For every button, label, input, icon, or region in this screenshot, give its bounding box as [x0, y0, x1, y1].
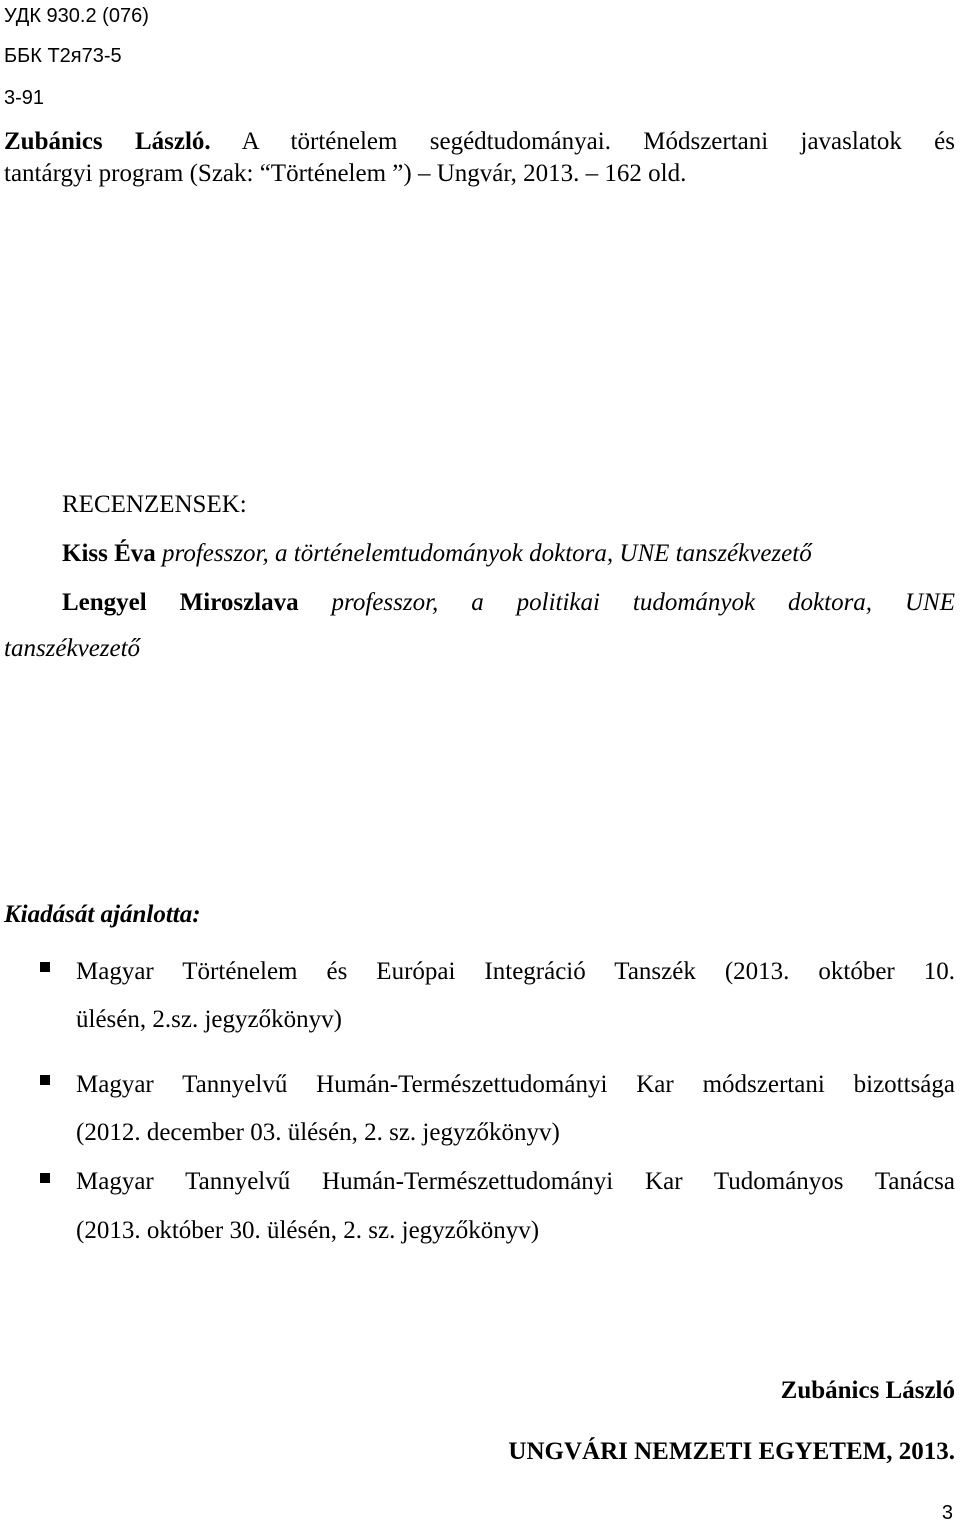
author-code: 3-91 — [4, 87, 45, 109]
footer-author: Zubánics László — [780, 1377, 955, 1404]
page-number: 3 — [941, 1502, 953, 1524]
citation-author: Zubánics László. — [4, 128, 211, 155]
recommended-heading: Kiadását ajánlotta: — [4, 901, 201, 928]
recommended-item-1-line-1: Magyar Történelem és Európai Integráció Tanszék (2013. október 10. — [76, 958, 955, 985]
recommended-item-3-line-1: Magyar Tannyelvű Humán-Természettudományi Kar Tudományos Tanácsa — [76, 1168, 955, 1195]
bullet-icon — [40, 962, 50, 972]
reviewer-2 — [62, 587, 955, 619]
citation-title: A történelem segédtudományai. Módszertani javaslatok és — [210, 128, 955, 155]
citation-line-1 — [4, 126, 955, 158]
reviewer-2-role: professzor, a politikai tudományok doktora, UNE — [298, 589, 955, 616]
recommended-item-1-line-2: ülésén, 2.sz. jegyzőkönyv) — [76, 1006, 342, 1033]
recommended-item-2-line-1: Magyar Tannyelvű Humán-Természettudományi Kar módszertani bizottsága — [76, 1071, 955, 1098]
citation-line-2: tantárgyi program (Szak: “Történelem ”) – Ungvár, 2013. – 162 old. — [4, 160, 687, 187]
recommended-item-2-line-2: (2012. december 03. ülésén, 2. sz. jegyzőkönyv) — [76, 1119, 560, 1146]
bullet-icon — [40, 1075, 50, 1085]
recommended-item-3-line-2: (2013. október 30. ülésén, 2. sz. jegyzőkönyv) — [76, 1217, 540, 1244]
reviewers-heading: RECENZENSEK: — [62, 491, 247, 518]
bullet-icon — [40, 1173, 50, 1183]
reviewer-1-name: Kiss Éva — [62, 540, 156, 567]
bbk-code: ББК Т2я73-5 — [4, 45, 122, 67]
udk-code: УДК 930.2 (076) — [4, 5, 149, 27]
reviewer-2-role-continued: tanszékvezető — [4, 635, 141, 662]
reviewer-1 — [62, 538, 812, 570]
reviewer-1-role: professzor, a történelemtudományok doktora, UNE tanszékvezető — [155, 540, 812, 567]
reviewer-2-name: Lengyel Miroszlava — [62, 589, 299, 616]
footer-publisher: UNGVÁRI NEMZETI EGYETEM, 2013. — [508, 1438, 955, 1465]
